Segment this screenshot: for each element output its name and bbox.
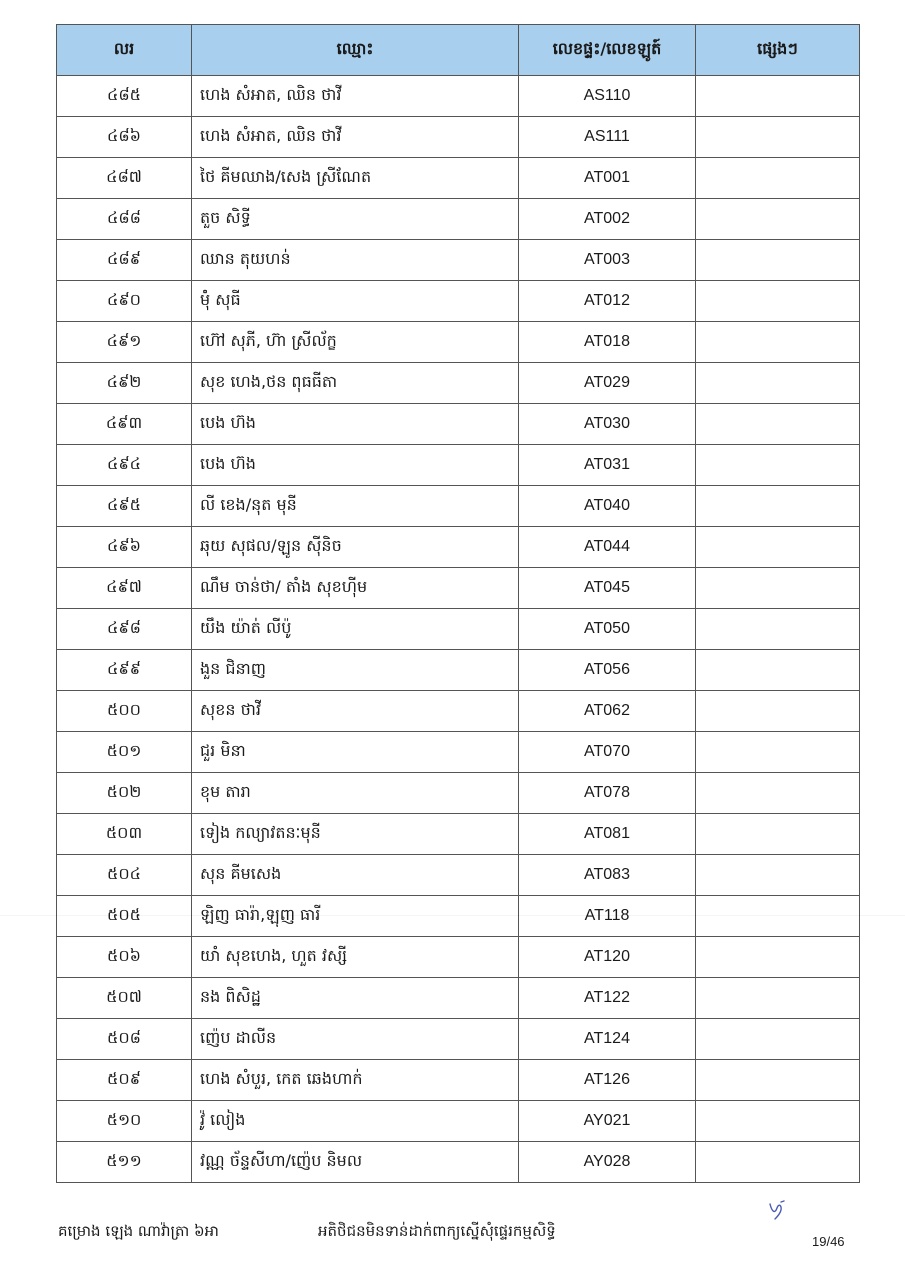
footer-notice: អតិថិជនមិនទាន់ដាក់ពាក្យស្នើសុំផ្ទេរកម្មសិទ្ធិ — [318, 1222, 556, 1240]
row-other — [696, 1101, 860, 1142]
row-number: ៥០០ — [57, 691, 192, 732]
row-number: ៥០៦ — [57, 937, 192, 978]
row-owner-name: សុន គីមសេង — [192, 855, 519, 896]
row-other — [696, 937, 860, 978]
handwritten-initial-mark — [766, 1198, 788, 1222]
row-number: ៥០៧ — [57, 978, 192, 1019]
row-number: ៥០៤ — [57, 855, 192, 896]
row-house-lot-number: AT045 — [519, 568, 696, 609]
row-number: ៥០១ — [57, 732, 192, 773]
row-owner-name: ហេង សំបួរ, កេត ឆេងហាក់ — [192, 1060, 519, 1101]
row-number: ៤៨៥ — [57, 76, 192, 117]
row-house-lot-number: AT012 — [519, 281, 696, 322]
row-house-lot-number: AS111 — [519, 117, 696, 158]
row-owner-name: ម៉ុំ សុធី — [192, 281, 519, 322]
row-house-lot-number: AT124 — [519, 1019, 696, 1060]
row-other — [696, 1060, 860, 1101]
row-other — [696, 240, 860, 281]
row-other — [696, 896, 860, 937]
row-owner-name: ឈាន តុយហន់ — [192, 240, 519, 281]
row-number: ៤៩៣ — [57, 404, 192, 445]
row-number: ៥១០ — [57, 1101, 192, 1142]
row-house-lot-number: AT003 — [519, 240, 696, 281]
row-house-lot-number: AT126 — [519, 1060, 696, 1101]
table-row — [57, 1101, 860, 1142]
row-owner-name: ញ៉េប ដាលីន — [192, 1019, 519, 1060]
table-row — [57, 117, 860, 158]
row-owner-name: ទៀង កល្យាវតនៈមុនី — [192, 814, 519, 855]
row-number: ៤៩២ — [57, 363, 192, 404]
row-house-lot-number: AY028 — [519, 1142, 696, 1183]
row-number: ៥០៥ — [57, 896, 192, 937]
row-house-lot-number: AT018 — [519, 322, 696, 363]
table-row — [57, 937, 860, 978]
table-row — [57, 609, 860, 650]
table-row — [57, 281, 860, 322]
row-house-lot-number: AT056 — [519, 650, 696, 691]
row-other — [696, 76, 860, 117]
row-house-lot-number: AT029 — [519, 363, 696, 404]
row-house-lot-number: AY021 — [519, 1101, 696, 1142]
table-row — [57, 1060, 860, 1101]
row-number: ៤៩០ — [57, 281, 192, 322]
row-house-lot-number: AT118 — [519, 896, 696, 937]
row-other — [696, 281, 860, 322]
header-other: ផ្សេងៗ — [696, 25, 860, 76]
row-owner-name: នង ពិសិដ្ឋ — [192, 978, 519, 1019]
row-house-lot-number: AT031 — [519, 445, 696, 486]
row-other — [696, 363, 860, 404]
row-other — [696, 1019, 860, 1060]
row-other — [696, 158, 860, 199]
table-row — [57, 773, 860, 814]
table-body — [57, 76, 860, 1183]
table-row — [57, 76, 860, 117]
row-other — [696, 568, 860, 609]
row-other — [696, 404, 860, 445]
row-other — [696, 814, 860, 855]
row-house-lot-number: AT044 — [519, 527, 696, 568]
row-house-lot-number: AT122 — [519, 978, 696, 1019]
row-owner-name: ណឹម ចាន់ថា/ តាំង សុខហ៊ីម — [192, 568, 519, 609]
row-owner-name: ថៃ គីមឈាង/សេង ស្រីណែត — [192, 158, 519, 199]
row-other — [696, 650, 860, 691]
row-owner-name: ខុម តារា — [192, 773, 519, 814]
row-house-lot-number: AT062 — [519, 691, 696, 732]
header-house-lot-number: លេខផ្ទះ/លេខឡូត៍ — [519, 25, 696, 76]
table-row — [57, 691, 860, 732]
row-other — [696, 732, 860, 773]
table-row — [57, 650, 860, 691]
row-house-lot-number: AT070 — [519, 732, 696, 773]
row-owner-name: បេង ហ៊ង — [192, 404, 519, 445]
row-owner-name: ហេង សំអាត, ឈិន ថាវី — [192, 76, 519, 117]
row-number: ៤៨៩ — [57, 240, 192, 281]
row-owner-name: វ៉ូ លៀង — [192, 1101, 519, 1142]
footer-project-name: គម្រោង ឡេង ណាវ៉ាត្រា ៦អា — [58, 1222, 219, 1240]
row-house-lot-number: AT120 — [519, 937, 696, 978]
row-house-lot-number: AT081 — [519, 814, 696, 855]
row-number: ៥០៨ — [57, 1019, 192, 1060]
table-row — [57, 1019, 860, 1060]
row-house-lot-number: AT078 — [519, 773, 696, 814]
row-other — [696, 199, 860, 240]
row-house-lot-number: AT083 — [519, 855, 696, 896]
row-number: ៤៨៦ — [57, 117, 192, 158]
row-other — [696, 691, 860, 732]
row-number: ៥០២ — [57, 773, 192, 814]
row-number: ៤៩៨ — [57, 609, 192, 650]
row-house-lot-number: AT030 — [519, 404, 696, 445]
row-number: ៤៩៩ — [57, 650, 192, 691]
row-owner-name: ងួន ជិនាញ — [192, 650, 519, 691]
table-row — [57, 527, 860, 568]
row-other — [696, 527, 860, 568]
row-other — [696, 117, 860, 158]
row-number: ៥១១ — [57, 1142, 192, 1183]
table-row — [57, 445, 860, 486]
row-owner-name: ជួរ មិនា — [192, 732, 519, 773]
row-number: ៤៩៥ — [57, 486, 192, 527]
scan-fold-line — [0, 915, 905, 916]
row-owner-name: ហ៊ៅ សុភី, ហ៊ា ស្រីល័ក្ខ — [192, 322, 519, 363]
row-owner-name: វណ្ណ ច័ន្ទសីហា/ញ៉េប និមល — [192, 1142, 519, 1183]
table-row — [57, 855, 860, 896]
page-number: 19/46 — [812, 1234, 845, 1249]
row-owner-name: បេង ហ៊ង — [192, 445, 519, 486]
row-other — [696, 322, 860, 363]
row-owner-name: ឆុយ សុផល/ឡូន ស៊ីនិច — [192, 527, 519, 568]
row-number: ៥០៣ — [57, 814, 192, 855]
row-number: ៤៩៦ — [57, 527, 192, 568]
table-row — [57, 404, 860, 445]
row-number: ៤៩១ — [57, 322, 192, 363]
row-owner-name: លី ខេង/នុត មុនី — [192, 486, 519, 527]
row-other — [696, 855, 860, 896]
row-number: ៤៩៤ — [57, 445, 192, 486]
table-header-row — [57, 25, 860, 76]
table-row — [57, 1142, 860, 1183]
row-owner-name: ឡិញ ធារ៉ា,ឡុញ ធារី — [192, 896, 519, 937]
table-row — [57, 978, 860, 1019]
row-house-lot-number: AT001 — [519, 158, 696, 199]
row-number: ៤៨៨ — [57, 199, 192, 240]
table-row — [57, 568, 860, 609]
row-owner-name: យាំ សុខហេង, ហួត វស្សី — [192, 937, 519, 978]
row-other — [696, 486, 860, 527]
owner-listing-table — [56, 24, 860, 1183]
row-other — [696, 609, 860, 650]
row-owner-name: ហេង សំអាត, ឈិន ថាវី — [192, 117, 519, 158]
row-number: ៤៩៧ — [57, 568, 192, 609]
row-number: ៥០៩ — [57, 1060, 192, 1101]
table-row — [57, 896, 860, 937]
row-owner-name: យឹង យ៉ាត់ លីប៉ូ — [192, 609, 519, 650]
row-other — [696, 1142, 860, 1183]
row-owner-name: សុខ ហេង,ថន ពុធធីតា — [192, 363, 519, 404]
row-owner-name: សុខន ថាវី — [192, 691, 519, 732]
table-row — [57, 732, 860, 773]
table-row — [57, 814, 860, 855]
table-row — [57, 199, 860, 240]
row-house-lot-number: AT040 — [519, 486, 696, 527]
row-number: ៤៨៧ — [57, 158, 192, 199]
table-row — [57, 240, 860, 281]
table-row — [57, 158, 860, 199]
row-owner-name: តួច សិទ្ធី — [192, 199, 519, 240]
row-house-lot-number: AT002 — [519, 199, 696, 240]
row-house-lot-number: AT050 — [519, 609, 696, 650]
row-house-lot-number: AS110 — [519, 76, 696, 117]
table-row — [57, 363, 860, 404]
row-other — [696, 445, 860, 486]
table-row — [57, 322, 860, 363]
row-other — [696, 773, 860, 814]
header-number: លរ — [57, 25, 192, 76]
table-row — [57, 486, 860, 527]
row-other — [696, 978, 860, 1019]
header-name: ឈ្មោះ — [192, 25, 519, 76]
